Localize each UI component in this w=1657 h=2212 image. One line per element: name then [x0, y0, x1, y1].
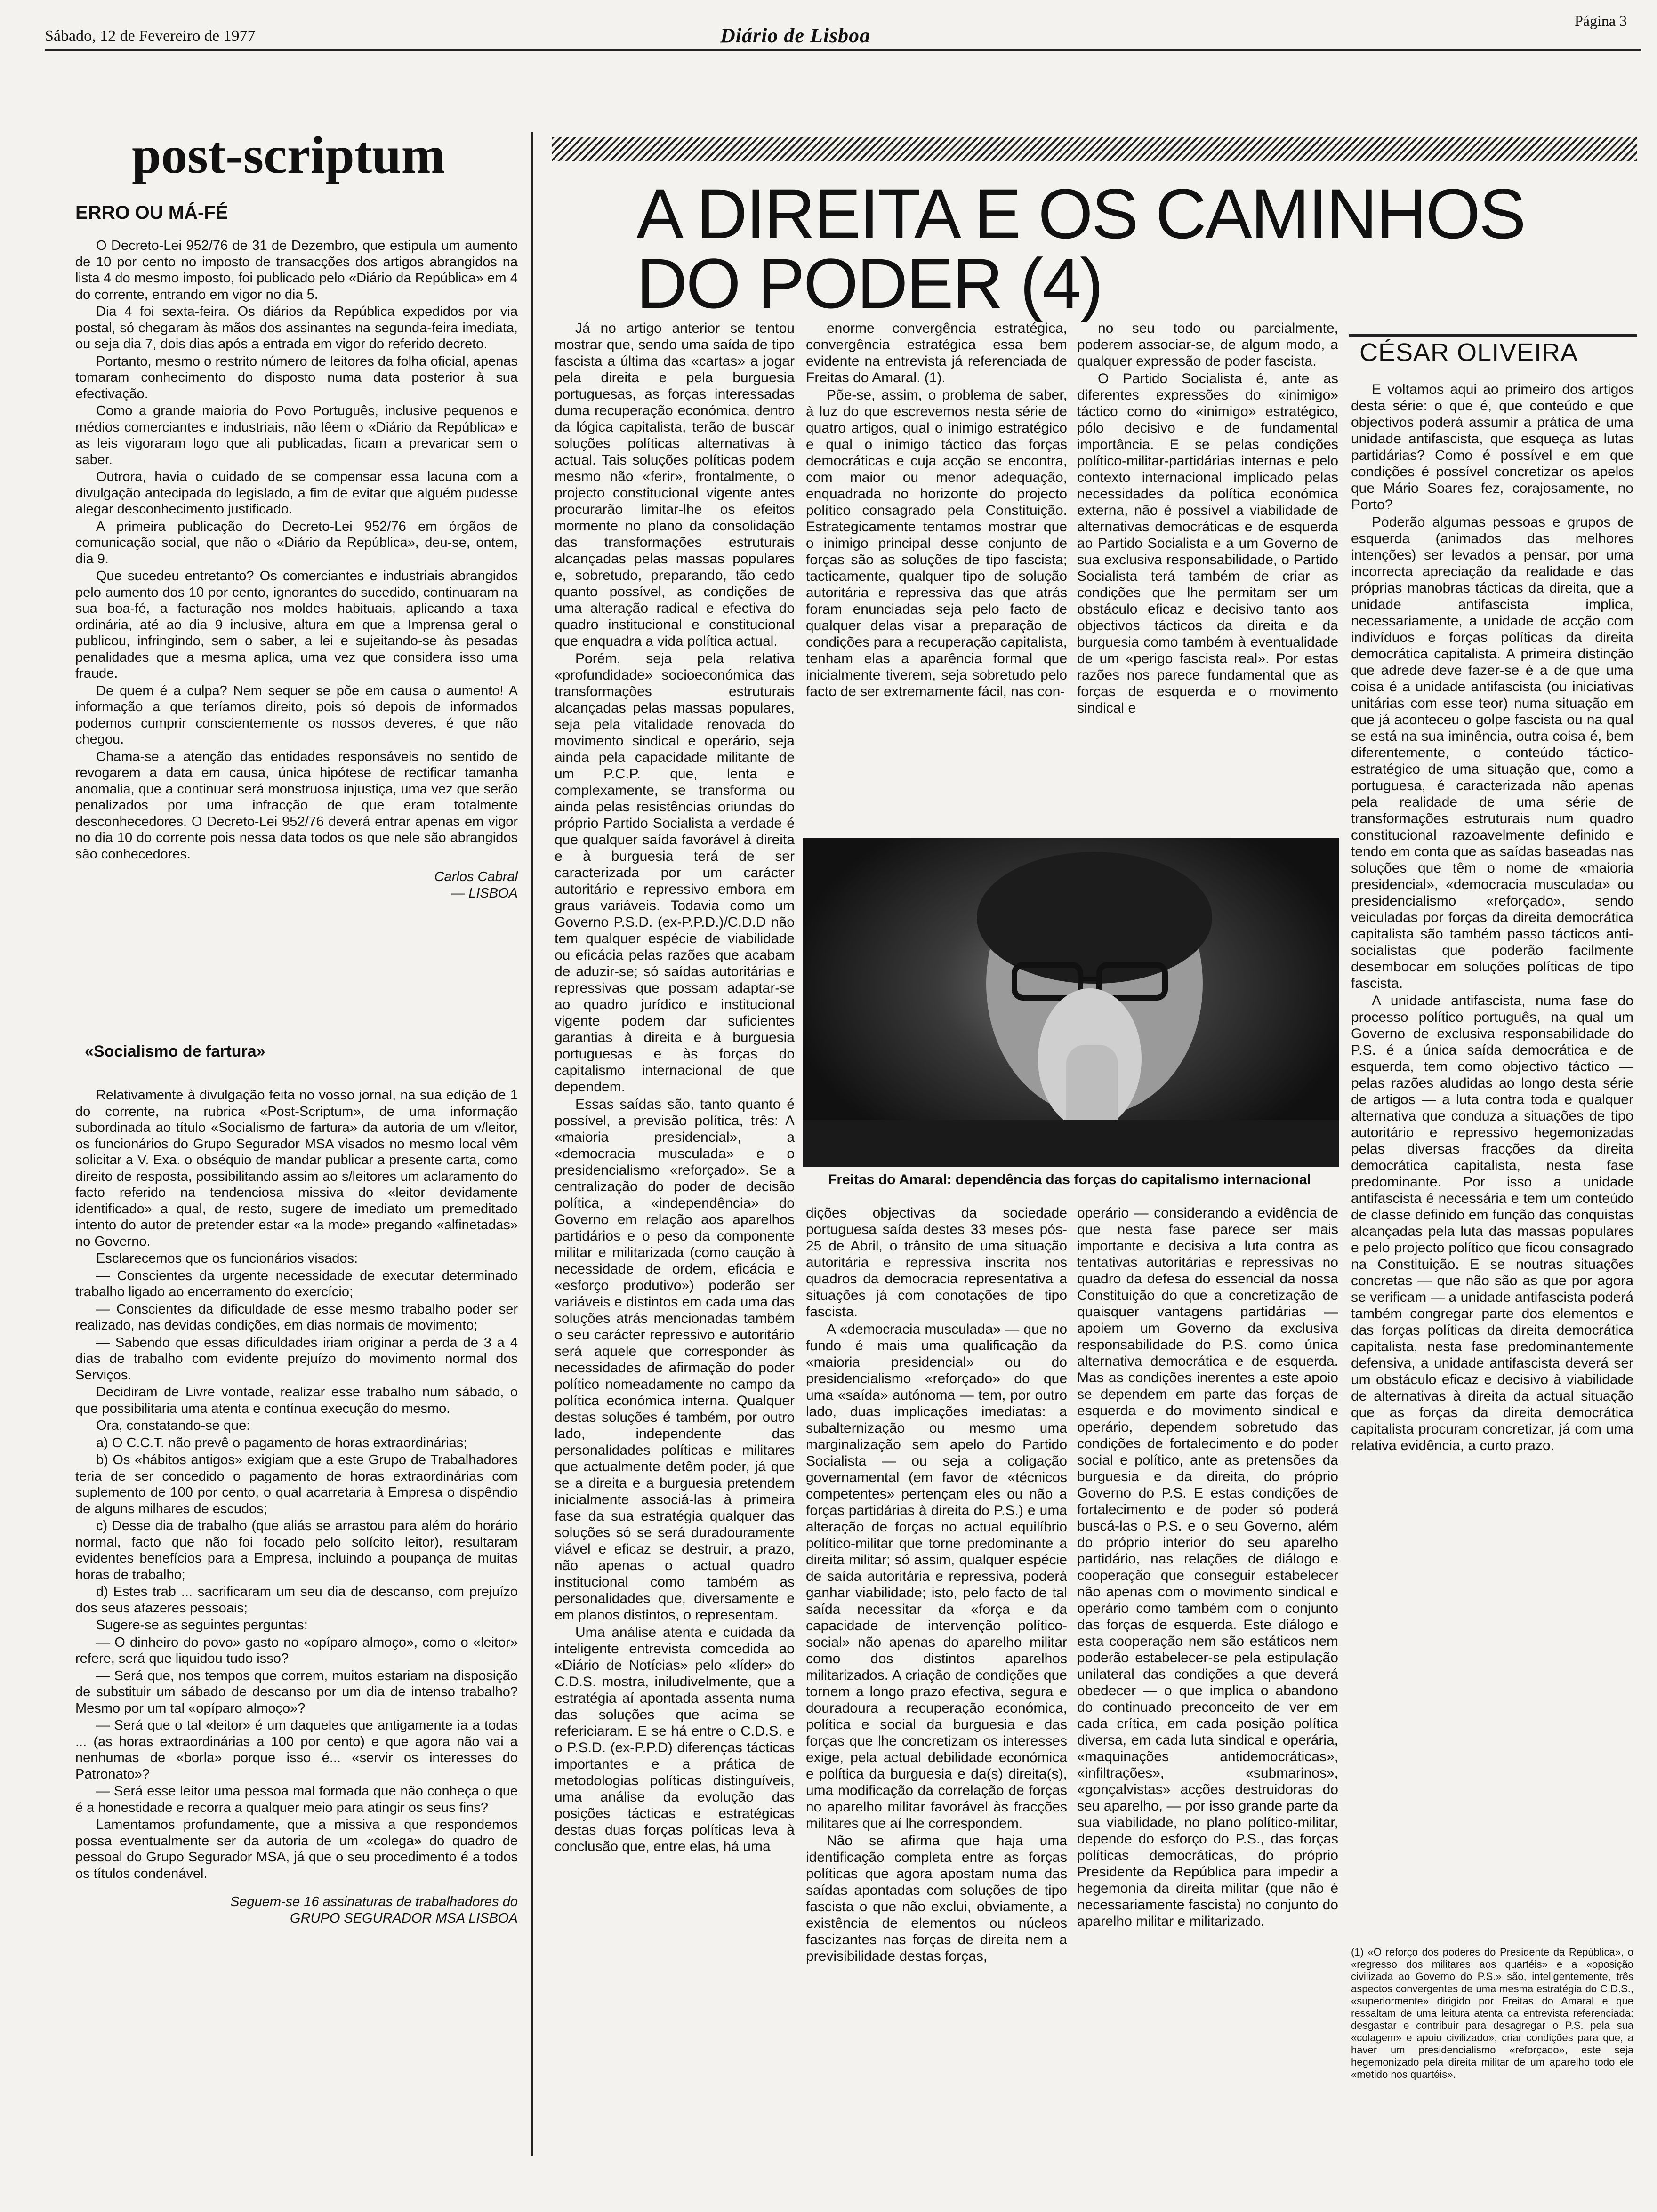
letter1-paragraph: Que sucedeu entretanto? Os comerciantes e industriais abrangidos pelo aumento dos 10 por cento, ignorantes do sucedido, continuaram na sua boa-fé, a facturação nos moldes habituais, aplicando a taxa ordinária, até ao dia 9 inclusive, altura em que a Imprensa geral o publicou, infringindo, sem o saber, a lei e sujeitando-se às pesadas penalidades que a mesma aplica, uma vez que considera isso uma fraude.	[75, 569, 518, 681]
letter1-place: — LISBOA	[451, 885, 518, 901]
article-paragraph: Já no artigo anterior se tentou mostrar que, sendo uma saída de tipo fascista a última das «cartas» a jogar pela direita e pela burguesia portuguesas, as forças interessadas duma recuperação económica, dentro da lógica capitalista, terão de buscar soluções políticas alternativas à actual. Tais soluções políticas podem mesmo não «ferir», frontalmente, o projecto constitucional vigente antes procurarão limitar-lhe os efeitos mormente no plano da consolidação das transformações estruturais alcançadas pelas massas populares e, sobretudo, preparando, tão cedo quanto possível, as condições de uma alteração radical e efectiva do quadro institucional e constitucional que enquadra a vida política actual.	[555, 321, 795, 649]
freitas-do-amaral-photo	[803, 838, 1339, 1167]
letter1-signature: Carlos Cabral	[434, 869, 518, 884]
letter2-paragraph: Relativamente à divulgação feita no vosso jornal, na sua edição de 1 do corrente, na rubrica «Post-Scriptum», de uma informação subordinada ao título «Socialismo de fartura» da autoria de um v/leitor, os funcionários do Grupo Segurador MSA visados no mesmo local vêm solicitar a V. Exa. o obséquio de mandar publicar a presente carta, como direito de resposta, possibilitando assim ao s/leitores um aclaramento do facto referido na tendenciosa missiva do «leitor devidamente identificado» a qual, de resto, sugere de imediato um premeditado intento do autor de pretender estar «a la mode» pregando «alfinetadas» no Governo.	[75, 1088, 518, 1249]
article-paragraph: A unidade antifascista, numa fase do processo político português, na qual um Governo de exclusiva responsabilidade do P.S. é a única saída democrática e de esquerda, tem como objectivo táctico — pelas razões aludidas ao longo desta série de artigos — a luta contra toda e qualquer alternativa que conduza a situações de tipo autoritário e repressivo hegemonizadas pelas diversas fracções da direita democrática capitalista, nesta fase predominante. Por isso a unidade antifascista é necessária e tem um conteúdo de classe definido em função das conquistas alcançadas pela luta das massas populares e pelo projecto político que ficou consagrado na Constituição. E se noutras situações concretas — que não são as que por agora se verificam — a unidade antifascista poderá também congregar parte dos elementos e das forças políticas da direita democrática capitalista, nesta fase predominantemente defensiva, a unidade antifascista deverá ser um obstáculo eficaz e decisivo à viabilidade de alternativas à direita da actual situação que as forças da direita democrática capitalista procuram concretizar, já com uma relativa evidência, a curto prazo.	[1351, 993, 1633, 1453]
letter2-paragraph: Ora, constatando-se que:	[96, 1418, 250, 1433]
letter1-paragraph: A primeira publicação do Decreto-Lei 952/76 em órgãos de comunicação social, que não o «Diário da República», deu-se, ontem, dia 9.	[75, 519, 518, 567]
article-column-2-top	[806, 320, 1067, 701]
letter1-paragraph: O Decreto-Lei 952/76 de 31 de Dezembro, que estipula um aumento de 10 por cento no imposto de transacções dos artigos abrangidos na lista 4 do mesmo imposto, foi publicado pelo «Diário da República» em 4 do corrente, entrando em vigor no dia 5.	[75, 238, 518, 302]
article-paragraph: Uma análise atenta e cuidada da inteligente entrevista comcedida ao «Diário de Notícias» pelo «líder» do C.D.S. mostra, iniludivelmente, que a estratégia aí apontada assenta numa das soluções que acima se refericiaram. E se há entre o C.D.S. e o P.S.D. (ex-P.P.D) diferenças tácticas importantes e a prática de metodologias políticas distinguíveis, uma análise da evolução das posições tácticas e estratégicas destas duas forças políticas leva à conclusão que, entre elas, há uma	[555, 1625, 795, 1854]
letter2-heading: «Socialismo de fartura»	[85, 1042, 265, 1060]
letter2-paragraph: b) Os «hábitos antigos» exigiam que a este Grupo de Trabalhadores teria de ser concedido o pagamento de horas extraordinárias com suplemento de 100 por cento, o qual acarretaria à Empresa o dispêndio de alguns milhares de escudos;	[75, 1452, 518, 1516]
letter2-paragraph: — Será que, nos tempos que correm, muitos estariam na disposição de substituir um sábado de descanso por um dia de intenso trabalho? Mesmo por um tal «opíparo almoço»?	[75, 1668, 518, 1716]
letter2-paragraph: — Será que o tal «leitor» é um daqueles que antigamente ia a todas ... (as horas extraordinárias a 100 por cento) e que agora não vai a nenhumas de «borla» porque isso é... «servir os interesses do Patronato»?	[75, 1718, 518, 1782]
page-number: Página 3	[1575, 12, 1627, 29]
letter2-paragraph: d) Estes trab ... sacrificaram um seu dia de descanso, com prejuízo dos seus afazeres pessoais;	[75, 1584, 518, 1616]
left-column-rule	[531, 132, 533, 2156]
headline-line-1: A DIREITA E OS CAMINHOS	[636, 174, 1525, 253]
letter2-paragraph: — Será esse leitor uma pessoa mal formada que não conheça o que é a honestidade e recorra a qualquer meio para atingir os seus fins?	[75, 1784, 518, 1815]
article-author: CÉSAR OLIVEIRA	[1359, 338, 1578, 367]
article-paragraph: operário — considerando a evidência de que nesta fase parece ser mais importante e decisiva a luta contra as tentativas autoritárias e repressivas no quadro da defesa do essencial da nossa Constituição do que a concretização de quaisquer vantagens partidárias — apoiem um Governo da exclusiva responsabilidade do P.S. como única alternativa democrática e de esquerda. Mas as condições inerentes a este apoio se dependem em parte das forças de esquerda e do movimento sindical e operário, dependem sobretudo das condições de fortalecimento e do poder social e político, ante as pretensões da burguesia e da direita, do próprio Governo do P.S. E estas condições de fortalecimento e de poder só poderá buscá-las o P.S. e o seu Governo, além do próprio interior do seu aparelho partidário, nas relações de diálogo e cooperação que conseguir estabelecer não apenas com o movimento sindical e operário como também com o conjunto das forças de esquerda. Este diálogo e esta cooperação nem são estáticos nem poderão estabelecer-se pela estipulação unilateral das condições a que deverá obedecer — o que implica o abandono do continuado preconceito de ver em cada crítica, em cada posição política diversa, em cada luta sindical e operária, «maquinações antidemocráticas», «infiltrações», «submarinos», «gonçalvistas» acções destruidoras do seu aparelho, — por isso grande parte da sua viabilidade, no plano político-militar, depende do esforço do P.S., das forças políticas democráticas, do próprio Presidente da República para impedir a hegemonia da direita militar (que não é necessariamente fascista) no conjunto do aparelho militar e militarizado.	[1077, 1205, 1338, 1929]
letter1-paragraph: De quem é a culpa? Nem sequer se põe em causa o aumento! A informação a que teríamos direito, pois só depois de informados podemos cumprir conscientemente os nossos deveres, é que não chegou.	[75, 683, 518, 747]
article-footnote: (1) «O reforço dos poderes do Presidente da República», o «regresso dos militares aos quartéis» e a «oposição civilizada ao Governo do P.S.» são, inteligentemente, três aspectos convergentes de uma mesma estratégia do C.D.S., «superiormente» dirigido por Freitas do Amaral e que ressaltam de uma leitura atenta da entrevista referenciada: desgastar e contribuir para desagregar o P.S. pela sua «colagem» e apoio civilizado», criar condições para que, a haver um presidencialismo «reforçado», este seja hegemonizado pela direita militar de um aparelho todo ele «metido nos quartéis».	[1351, 1946, 1633, 2080]
letter2-paragraph: Lamentamos profundamente, que a missiva a que respondemos possa eventualmente ser da autoria de um «colega» do quadro de pessoal do Grupo Segurador MSA, já que o seu procedimento é a todos os títulos condenável.	[75, 1817, 518, 1881]
article-paragraph: E voltamos aqui ao primeiro dos artigos desta série: o que é, que conteúdo e que objectivos poderá assumir a prática de uma unidade antifascista, que esqueça as lutas partidárias? Como é possível e em que condições é possível concretizar os apelos que Mário Soares fez, corajosamente, no Porto?	[1351, 382, 1633, 513]
letter2-body	[75, 1087, 518, 1926]
letter2-paragraph: — Conscientes da dificuldade de esse mesmo trabalho poder ser realizado, nas devidas condições, em dias normais de movimento;	[75, 1301, 518, 1333]
masthead: Diário de Lisboa	[720, 24, 871, 47]
photo-caption: Freitas do Amaral: dependência das forças do capitalismo internacional	[828, 1172, 1311, 1187]
article-paragraph: enorme convergência estratégica, convergência estratégica essa bem evidente na entrevista já referenciada de Freitas do Amaral. (1).	[806, 321, 1067, 385]
issue-date: Sábado, 12 de Fevereiro de 1977	[45, 27, 256, 45]
letter2-paragraph: c) Desse dia de trabalho (que aliás se arrastou para além do horário normal, facto que não foi focado pelo solícito leitor), resultaram evidentes benefícios para a Empresa, incluindo a poupança de muitas horas de trabalho;	[75, 1518, 518, 1582]
headline-hatch-band	[552, 137, 1637, 161]
article-column-1	[555, 320, 795, 1856]
letter2-signature: Seguem-se 16 assinaturas de trabalhadores do GRUPO SEGURADOR MSA LISBOA	[230, 1894, 518, 1926]
article-paragraph: dições objectivas da sociedade portuguesa saída destes 33 meses pós-25 de Abril, o trânsito de uma situação autoritária e repressiva inscrita nos quadros da democracia representativa a situações já com conotações de tipo fascista.	[806, 1205, 1067, 1320]
article-headline	[636, 174, 1525, 323]
letter1-paragraph: Chama-se a atenção das entidades responsáveis no sentido de revogarem a data em causa, única hipótese de rectificar tamanha anomalia, que a continuar será monstruosa injustiça, uma vez que serão penalizados por uma infracção de que eram totalmente desconhecedores. O Decreto-Lei 952/76 deverá entrar apenas em vigor no dia 10 do corrente pois nessa data todos os que nele são abrangidos são conhecedores.	[75, 749, 518, 862]
article-column-3-top	[1077, 320, 1338, 717]
headline-line-2: DO PODER (4)	[636, 244, 1102, 323]
article-paragraph: O Partido Socialista é, ante as diferentes expressões do «inimigo» táctico como do «inimigo» estratégico, pólo decisivo e de fundamental importância. E se pelas condições político-militar-partidárias internas e pelo contexto internacional implicado pelas necessidades da política económica externa, não é possível a viabilidade de alternativas democráticas e de esquerda ao Partido Socialista e a um Governo de sua exclusiva responsabilidade, o Partido Socialista terá também de criar as condições que lhe permitam ser um obstáculo eficaz e decisivo tanto aos objectivos tácticos da direita e da burguesia como também à eventualidade de um «perigo fascista real». Por estas razões nos parece fundamental que as forças de esquerda e o movimento sindical e	[1077, 371, 1338, 716]
letter1-paragraph: Dia 4 foi sexta-feira. Os diários da República expedidos por via postal, só chegaram às mãos dos assinantes na segunda-feira imediata, ou seja dia 7, dois dias após a entrada em vigor do referido decreto.	[75, 304, 518, 352]
article-column-3-bottom	[1077, 1205, 1338, 1931]
article-paragraph: Essas saídas são, tanto quanto é possível, a previsão política, três: A «maioria presidencial», a «democracia musculada» e o presidencialismo «reforçado». Se a centralização do poder de decisão política, a «independência» do Governo em relação aos aparelhos partidários e o peso da componente militar e militarizada (como caução à necessidade de ordem, eficácia e «esforço produtivo») poderão ser variáveis e distintos em cada uma das soluções atrás mencionadas também o seu carácter repressivo e autoritário será aquele que corresponder às necessidades de afirmação do poder político nomeadamente no campo da política económica interna. Qualquer destas soluções é também, por outro lado, independente das personalidades políticas e militares que actualmente detêm poder, já que se a direita e a burguesia pretendem inicialmente associá-las à primeira fase da sua estratégia qualquer das soluções só se será duradouramente viável e eficaz se destruir, a prazo, não apenas o actual quadro institucional como também as personalidades que, diversamente e em planos distintos, o representam.	[555, 1097, 795, 1623]
header-rule	[45, 49, 1641, 51]
letter2-paragraph: — Sabendo que essas dificuldades iriam originar a perda de 3 a 4 dias de trabalho com evidente prejuízo do movimento normal dos Serviços.	[75, 1335, 518, 1383]
letter1-paragraph: Como a grande maioria do Povo Português, inclusive pequenos e médios comerciantes e industriais, não lêem o «Diário da República» e as leis vigoraram logo que ali publicadas, ficam a prevaricar sem o saber.	[75, 403, 518, 467]
article-paragraph: Poderão algumas pessoas e grupos de esquerda (animados das melhores intenções) ser levados a pensar, por uma incorrecta apreciação da realidade e das próprias manobras tácticas da direita, que a unidade antifascista implica, necessariamente, a unidade de acção com indivíduos e forças políticas da direita democrática capitalista. A primeira distinção que adrede deve fazer-se é a de que uma coisa é a unidade antifascista (ou iniciativas unitárias com esse teor) numa situação em que já aconteceu o golpe fascista ou na qual se está na sua iminência, outra coisa é, bem diferentemente, o conteúdo táctico-estratégico de uma situação que, como a portuguesa, é caracterizada não apenas pela realidade de uma série de transformações estruturais num quadro constitucional razoavelmente definido e tendo em conta que as saídas baseadas nas soluções que têm o nome de «maioria presidencial», «democracia musculada» ou presidencialismo «reforçado», sendo veiculadas por forças da direita democrática capitalista são também passo tácticos anti-socialistas que poderão facilmente desembocar em soluções políticas de tipo fascista.	[1351, 514, 1633, 991]
postscriptum-title: post-scriptum	[132, 126, 445, 184]
letter2-paragraph: — O dinheiro do povo» gasto no «opíparo almoço», como o «leitor» refere, será que liquidou tudo isso?	[75, 1635, 518, 1666]
author-rule	[1349, 334, 1637, 337]
letter2-paragraph: a) O C.C.T. não prevê o pagamento de horas extraordinárias;	[96, 1435, 467, 1451]
article-paragraph: no seu todo ou parcialmente, poderem associar-se, de algum modo, a qualquer expressão de poder fascista.	[1077, 321, 1338, 369]
letter1-paragraph: Portanto, mesmo o restrito número de leitores da folha oficial, apenas tomaram conhecimento do disposto numa data posterior à sua efectivação.	[75, 353, 518, 401]
letter1-heading: ERRO OU MÁ-FÉ	[75, 202, 228, 223]
letter2-paragraph: Sugere-se as seguintes perguntas:	[96, 1618, 308, 1633]
article-paragraph: Põe-se, assim, o problema de saber, à luz do que escrevemos nesta série de quatro artigos, qual o inimigo estratégico e qual o inimigo táctico das forças democráticas e cuja acção se encontra, com maior ou menor adequação, enquadrada no horizonte do projecto político consagrado pela Constituição. Estrategicamente tentamos mostrar que o inimigo principal desse conjunto de forças são as soluções de tipo fascista; tacticamente, qualquer tipo de solução autoritária e repressiva das que atrás foram enunciadas seja pelo facto de qualquer delas visar a preparação de condições para a recuperação capitalista, tenham elas a aparência formal que inicialmente tiverem, seja sobretudo pelo facto de ser extremamente fácil, nas con-	[806, 387, 1067, 699]
article-paragraph: Não se afirma que haja uma identificação completa entre as forças políticas que agora apostam numa das saídas apontadas com soluções de tipo fascista o que não exclui, obviamente, a existência de elementos ou núcleos fascizantes nas forças de direita nem a previsibilidade destas forças,	[806, 1833, 1067, 1964]
article-paragraph: A «democracia musculada» — que no fundo é mais uma qualificação da «maioria presidencial» ou do presidencialismo «reforçado» do que uma «saída» autónoma — tem, por outro lado, duas implicações imediatas: a subalternização ou mesmo uma marginalização sem apelo do Partido Socialista — ou seja a coligação governamental (em favor de «técnicos competentes» pertençam eles ou não a forças partidárias à direita do P.S.) e uma alteração de forças no actual equilíbrio político-militar que torne predominante a direita militar; só assim, qualquer espécie de saída autoritária e repressiva, poderá ganhar viabilidade; isto, pelo facto de tal saída necessitar da «força e da capacidade de intervenção político-social» não apenas do aparelho militar como dos distintos aparelhos militarizados. A criação de condições que tornem a longo prazo efectiva, segura e douradoura a recuperação económica, política e social da burguesia e das forças que lhe concretizam os interesses exige, pela actual debilidade económica e política da burguesia e da(s) direita(s), uma modificação da correlação de forças no aparelho militar favorável às fracções militares que aí lhe correspondem.	[806, 1322, 1067, 1831]
letter2-paragraph: Esclarecemos que os funcionários visados:	[96, 1251, 358, 1266]
letter2-paragraph: — Conscientes da urgente necessidade de executar determinado trabalho ligado ao encerramento do exercício;	[75, 1268, 518, 1299]
article-column-2-bottom	[806, 1205, 1067, 1965]
letter2-paragraph: Decidiram de Livre vontade, realizar esse trabalho num sábado, o que possibilitaria uma atenta e contínua execução do mesmo.	[75, 1385, 518, 1416]
letter1-paragraph: Outrora, havia o cuidado de se compensar essa lacuna com a divulgação antecipada do legislado, a fim de evitar que alguém pudesse alegar desconhecimento justificado.	[75, 469, 518, 517]
letter1-body	[75, 238, 518, 901]
article-paragraph: Porém, seja pela relativa «profundidade» socioeconómica das transformações estruturais alcançadas pelas massas populares, seja pela vitalidade renovada do movimento sindical e operário, seja ainda pela capacidade militante de um P.C.P. que, lenta e complexamente, se transforma ou ainda pelas resistências oriundas do próprio Partido Socialista a verdade é que qualquer saída favorável à direita e à burguesia terá de ser caracterizada por um carácter autoritário e repressivo embora em graus variáveis. Todavia como um Governo P.S.D. (ex-P.P.D.)/C.D.D não tem qualquer espécie de viabilidade ou eficácia pelas razões que acabam de aduzir-se; só saídas autoritárias e repressivas que possam adaptar-se ao quadro jurídico e institucional vigente podem dar suficientes garantias à direita e à burguesia portuguesas e às forças do capitalismo internacional de que dependem.	[555, 651, 795, 1095]
article-column-4	[1351, 381, 1633, 1455]
portrait-illustration	[803, 838, 1339, 1167]
